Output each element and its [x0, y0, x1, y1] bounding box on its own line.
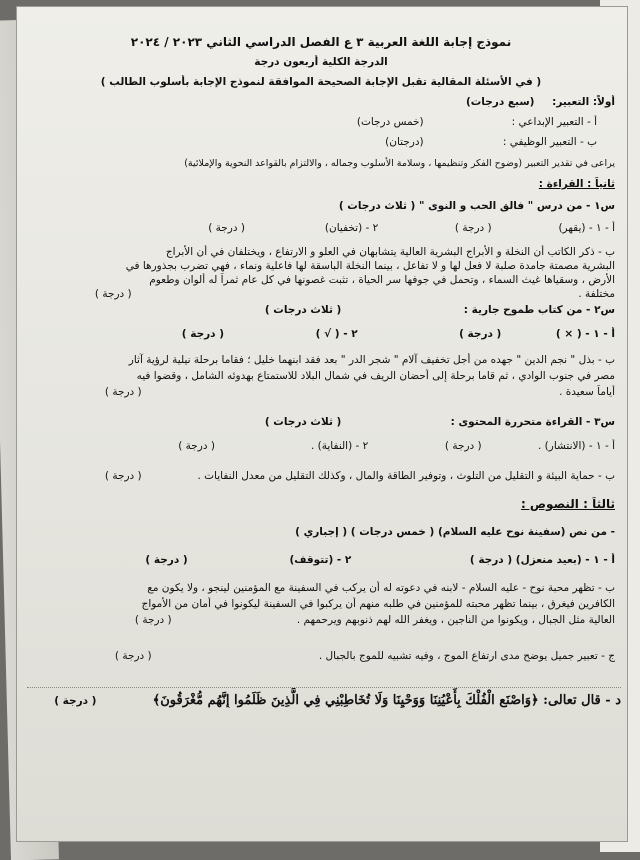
q1-part-b-line: الأرض ، وسقياها غيث السماء ، وتحمل في جوفها سر الحياة ، تثبت غصونها في كل عام ثمراً له ألوان وطعوم — [149, 274, 615, 286]
texts-part-a-row: أ - ١ - (بعيد منعزل) ( درجة ) ٢ - (تتوقف) ( درجة ) — [145, 554, 615, 566]
q2-part-b-line: ب - بذل " نجم الدين " جهده من أجل تخفيف آلام " شجر الدر " بعد فقد ابنهما خليل ؛ فقاما برحلة نيلية لرؤية آثار — [128, 354, 615, 366]
texts-part-c-row: ج - تعبير جميل يوضح مدى ارتفاع الموج ، وفيه تشبيه للموج بالجبال . ( درجة ) — [114, 650, 615, 662]
texts-part-b-line: ب - تظهر محبة نوح - عليه السلام - لابنه في دعوته له أن يركب في السفينة مع المؤمنين لينجو ، ولا يكون مع — [147, 582, 615, 594]
texts-part-b-line: الكافرين فيغرق ، بينما تظهر محبته للمؤمنين في طلبه منهم أن يركبوا في السفينة ليكونوا في أمان من الأمواج — [141, 598, 615, 610]
q1-part-b-line: البشرية مصمتة جامدة صلبة لا فعل لها و لا تفاعل ، بينما النخلة الباسقة لها فاعلية ونماء ، فهي تضرب بجذورها في — [125, 260, 615, 272]
texts-part-d-verse: د - قال تعالى: ﴿وَاصْنَعِ الْفُلْكَ بِأَعْيُنِنَا وَوَحْيِنَا وَلَا تُخَاطِبْنِي فِي الَّذِينَ ظَلَمُوا إِنَّهُم مُّغْرَقُونَ﴾ ( درجة ) — [27, 687, 621, 708]
grading-note: ( في الأسئلة المقالية تقبل الإجابة الصحيحة الموافقة لنموذج الإجابة بأسلوب الطالب ) — [100, 76, 542, 88]
creative-expression-row: أ - التعبير الإبداعي : (خمس درجات) — [356, 116, 597, 128]
texts-part-b-line: العالية مثل الجبال ، ويكونوا من الناجين ، ويغفر الله لهم ذنوبهم ويرحمهم . ( درجة ) — [134, 614, 615, 626]
q2-part-b-line: أياماً سعيدة . ( درجة ) — [104, 386, 615, 398]
texts-question-title: - من نص (سفينة نوح عليه السلام) ( خمس درجات ) ( إجباري ) — [295, 526, 615, 538]
section-expression-heading: أولاً: التعبير: (سبع درجات) — [465, 96, 615, 108]
q1-part-b-line: ب - ذكر الكاتب أن النخلة و الأبراج البشرية العالية يتشابهان في العلو و الارتفاع ، ويختلفان في أن الأبراج — [165, 246, 615, 258]
q3-title-row: س٣ - القراءة متحررة المحتوى : ( ثلاث درجات ) — [264, 416, 615, 428]
total-grade: الدرجة الكلية أربعون درجة — [254, 56, 388, 68]
q2-part-b-line: مصر في جنوب الوادي ، ثم قاما برحلة إلى أحضان الريف في شمال البلاد للاستمتاع بهدوئه الشامل ، وقضوا فيه — [136, 370, 615, 382]
q1-part-a-row: أ - ١ - (يقهر) ( درجة ) ٢ - (تخفيان) ( درجة ) — [208, 222, 615, 234]
q2-part-a-row: أ - ١ - ( × ) ( درجة ) ٢ - ( √ ) ( درجة ) — [181, 328, 615, 340]
expression-note: يراعى في تقدير التعبير (وضوح الفكر وتنظيمها ، وسلامة الأسلوب وجماله ، والالتزام بالقواعد النحوية والإملائية) — [184, 158, 615, 169]
q1-title: س١ - من درس " فالق الحب و النوى " ( ثلاث درجات ) — [338, 200, 615, 212]
q3-part-b-row: ب - حماية البيئة و التقليل من التلوث ، وتوفير الطاقة والمال ، وكذلك التقليل من معدل النفايات . ( درجة ) — [104, 470, 615, 482]
section-reading-heading: ثانياً : القراءة : — [538, 178, 615, 190]
q1-part-b-line: مختلفة . ( درجة ) — [94, 288, 615, 300]
page-title: نموذج إجابة اللغة العربية ٣ ع الفصل الدراسي الثاني ٢٠٢٣ / ٢٠٢٤ — [130, 35, 512, 49]
section-texts-heading: ثالثاً : النصوص : — [520, 497, 615, 511]
q2-title-row: س٢ - من كتاب طموح جارية : ( ثلاث درجات ) — [264, 304, 615, 316]
functional-expression-row: ب - التعبير الوظيفي : (درجتان) — [385, 136, 597, 148]
q3-part-a-row: أ - ١ - (الانتشار) . ( درجة ) ٢ - (النفاية) . ( درجة ) — [178, 440, 615, 452]
answer-sheet — [16, 6, 628, 842]
